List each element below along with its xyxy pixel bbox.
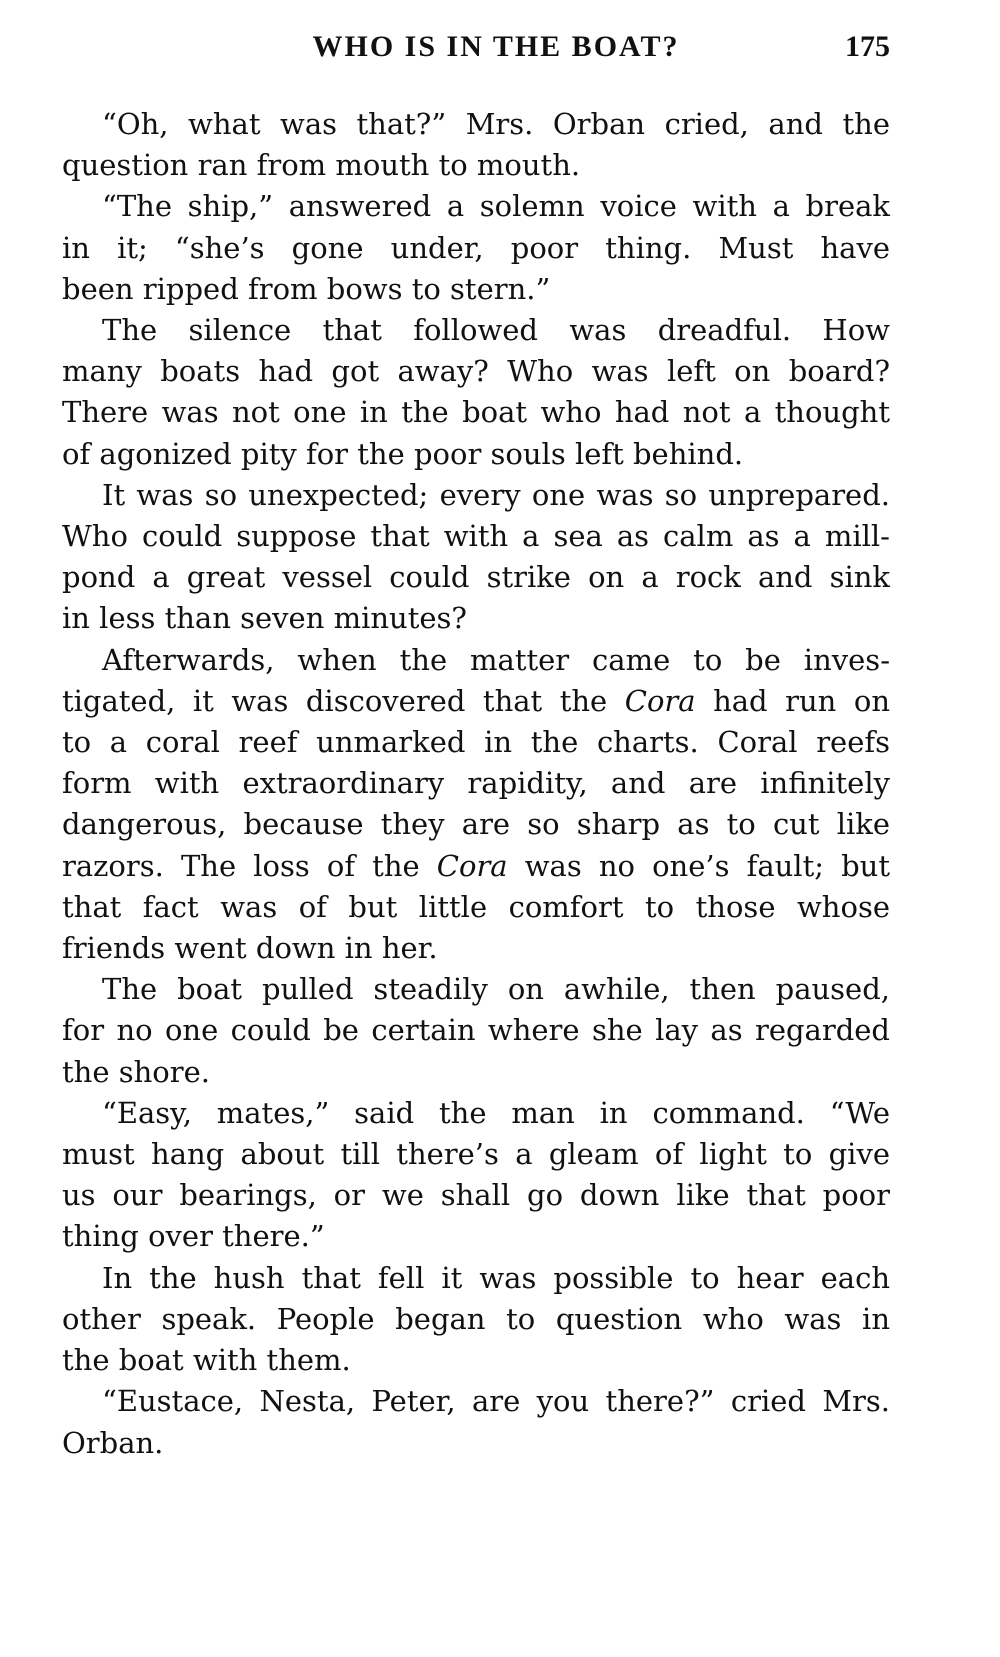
- text-line: “Oh, what was that?” Mrs. Orban cried, and the: [102, 107, 890, 141]
- paragraph: [62, 640, 890, 970]
- text-fragment: was no one’s fault; but: [507, 848, 890, 883]
- text-line: [62, 846, 890, 887]
- text-line: [62, 681, 890, 722]
- text-line: Who could suppose that with a sea as calm as a mill-: [62, 519, 890, 554]
- body-text: [62, 104, 890, 1464]
- text-line: dangerous, because they are so sharp as to cut like: [62, 807, 890, 842]
- ship-name: Cora: [624, 683, 696, 718]
- paragraph: [62, 310, 890, 475]
- text-line: “The ship,” answered a solemn voice with a break: [102, 189, 890, 224]
- paragraph: [62, 186, 890, 310]
- text-line: other speak. People began to question who was in: [62, 1301, 890, 1336]
- text-line: the shore.: [62, 1054, 210, 1089]
- page-number: 175: [845, 30, 890, 63]
- text-fragment: tigated, it was discovered that the: [62, 683, 608, 718]
- text-line: been ripped from bows to stern.”: [62, 271, 551, 306]
- text-line: thing over there.”: [62, 1219, 325, 1254]
- paragraph: [62, 1093, 890, 1258]
- text-line: of agonized pity for the poor souls left behind.: [62, 436, 744, 471]
- book-page: [62, 30, 890, 1464]
- paragraph: [62, 969, 890, 1093]
- text-line: the boat with them.: [62, 1343, 351, 1378]
- text-fragment: razors. The loss of the: [62, 848, 420, 883]
- text-line: form with extraordinary rapidity, and are infinitely: [62, 766, 890, 801]
- paragraph: [62, 1381, 890, 1463]
- text-line: Afterwards, when the matter came to be inves-: [102, 642, 890, 677]
- text-line: Orban.: [62, 1425, 164, 1460]
- paragraph: [62, 475, 890, 640]
- text-line: pond a great vessel could strike on a rock and sink: [62, 560, 890, 595]
- text-line: in less than seven minutes?: [62, 601, 467, 636]
- text-line: The silence that followed was dreadful. How: [102, 313, 890, 348]
- text-fragment: had run on: [695, 683, 890, 718]
- text-line: “Eustace, Nesta, Peter, are you there?” cried Mrs.: [102, 1384, 890, 1419]
- text-line: The boat pulled steadily on awhile, then paused,: [102, 972, 890, 1007]
- text-line: It was so unexpected; every one was so unprepared.: [102, 477, 890, 512]
- text-line: must hang about till there’s a gleam of light to give: [62, 1137, 890, 1172]
- text-line: us our bearings, or we shall go down like that poor: [62, 1178, 890, 1213]
- text-line: that fact was of but little comfort to those whose: [62, 889, 890, 924]
- text-line: many boats had got away? Who was left on board?: [62, 354, 890, 389]
- text-line: in it; “she’s gone under, poor thing. Must have: [62, 230, 890, 265]
- text-line: There was not one in the boat who had not a thought: [62, 395, 890, 430]
- running-title: WHO IS IN THE BOAT?: [312, 30, 680, 63]
- text-line: In the hush that fell it was possible to hear each: [102, 1260, 890, 1295]
- text-line: question ran from mouth to mouth.: [62, 148, 581, 183]
- text-line: to a coral reef unmarked in the charts. Coral reefs: [62, 725, 890, 760]
- text-line: for no one could be certain where she lay as regarded: [62, 1013, 890, 1048]
- running-head: [62, 30, 890, 74]
- text-line: friends went down in her.: [62, 931, 438, 966]
- text-line: “Easy, mates,” said the man in command. “We: [102, 1095, 890, 1130]
- ship-name: Cora: [436, 848, 508, 883]
- paragraph: [62, 104, 890, 186]
- paragraph: [62, 1258, 890, 1382]
